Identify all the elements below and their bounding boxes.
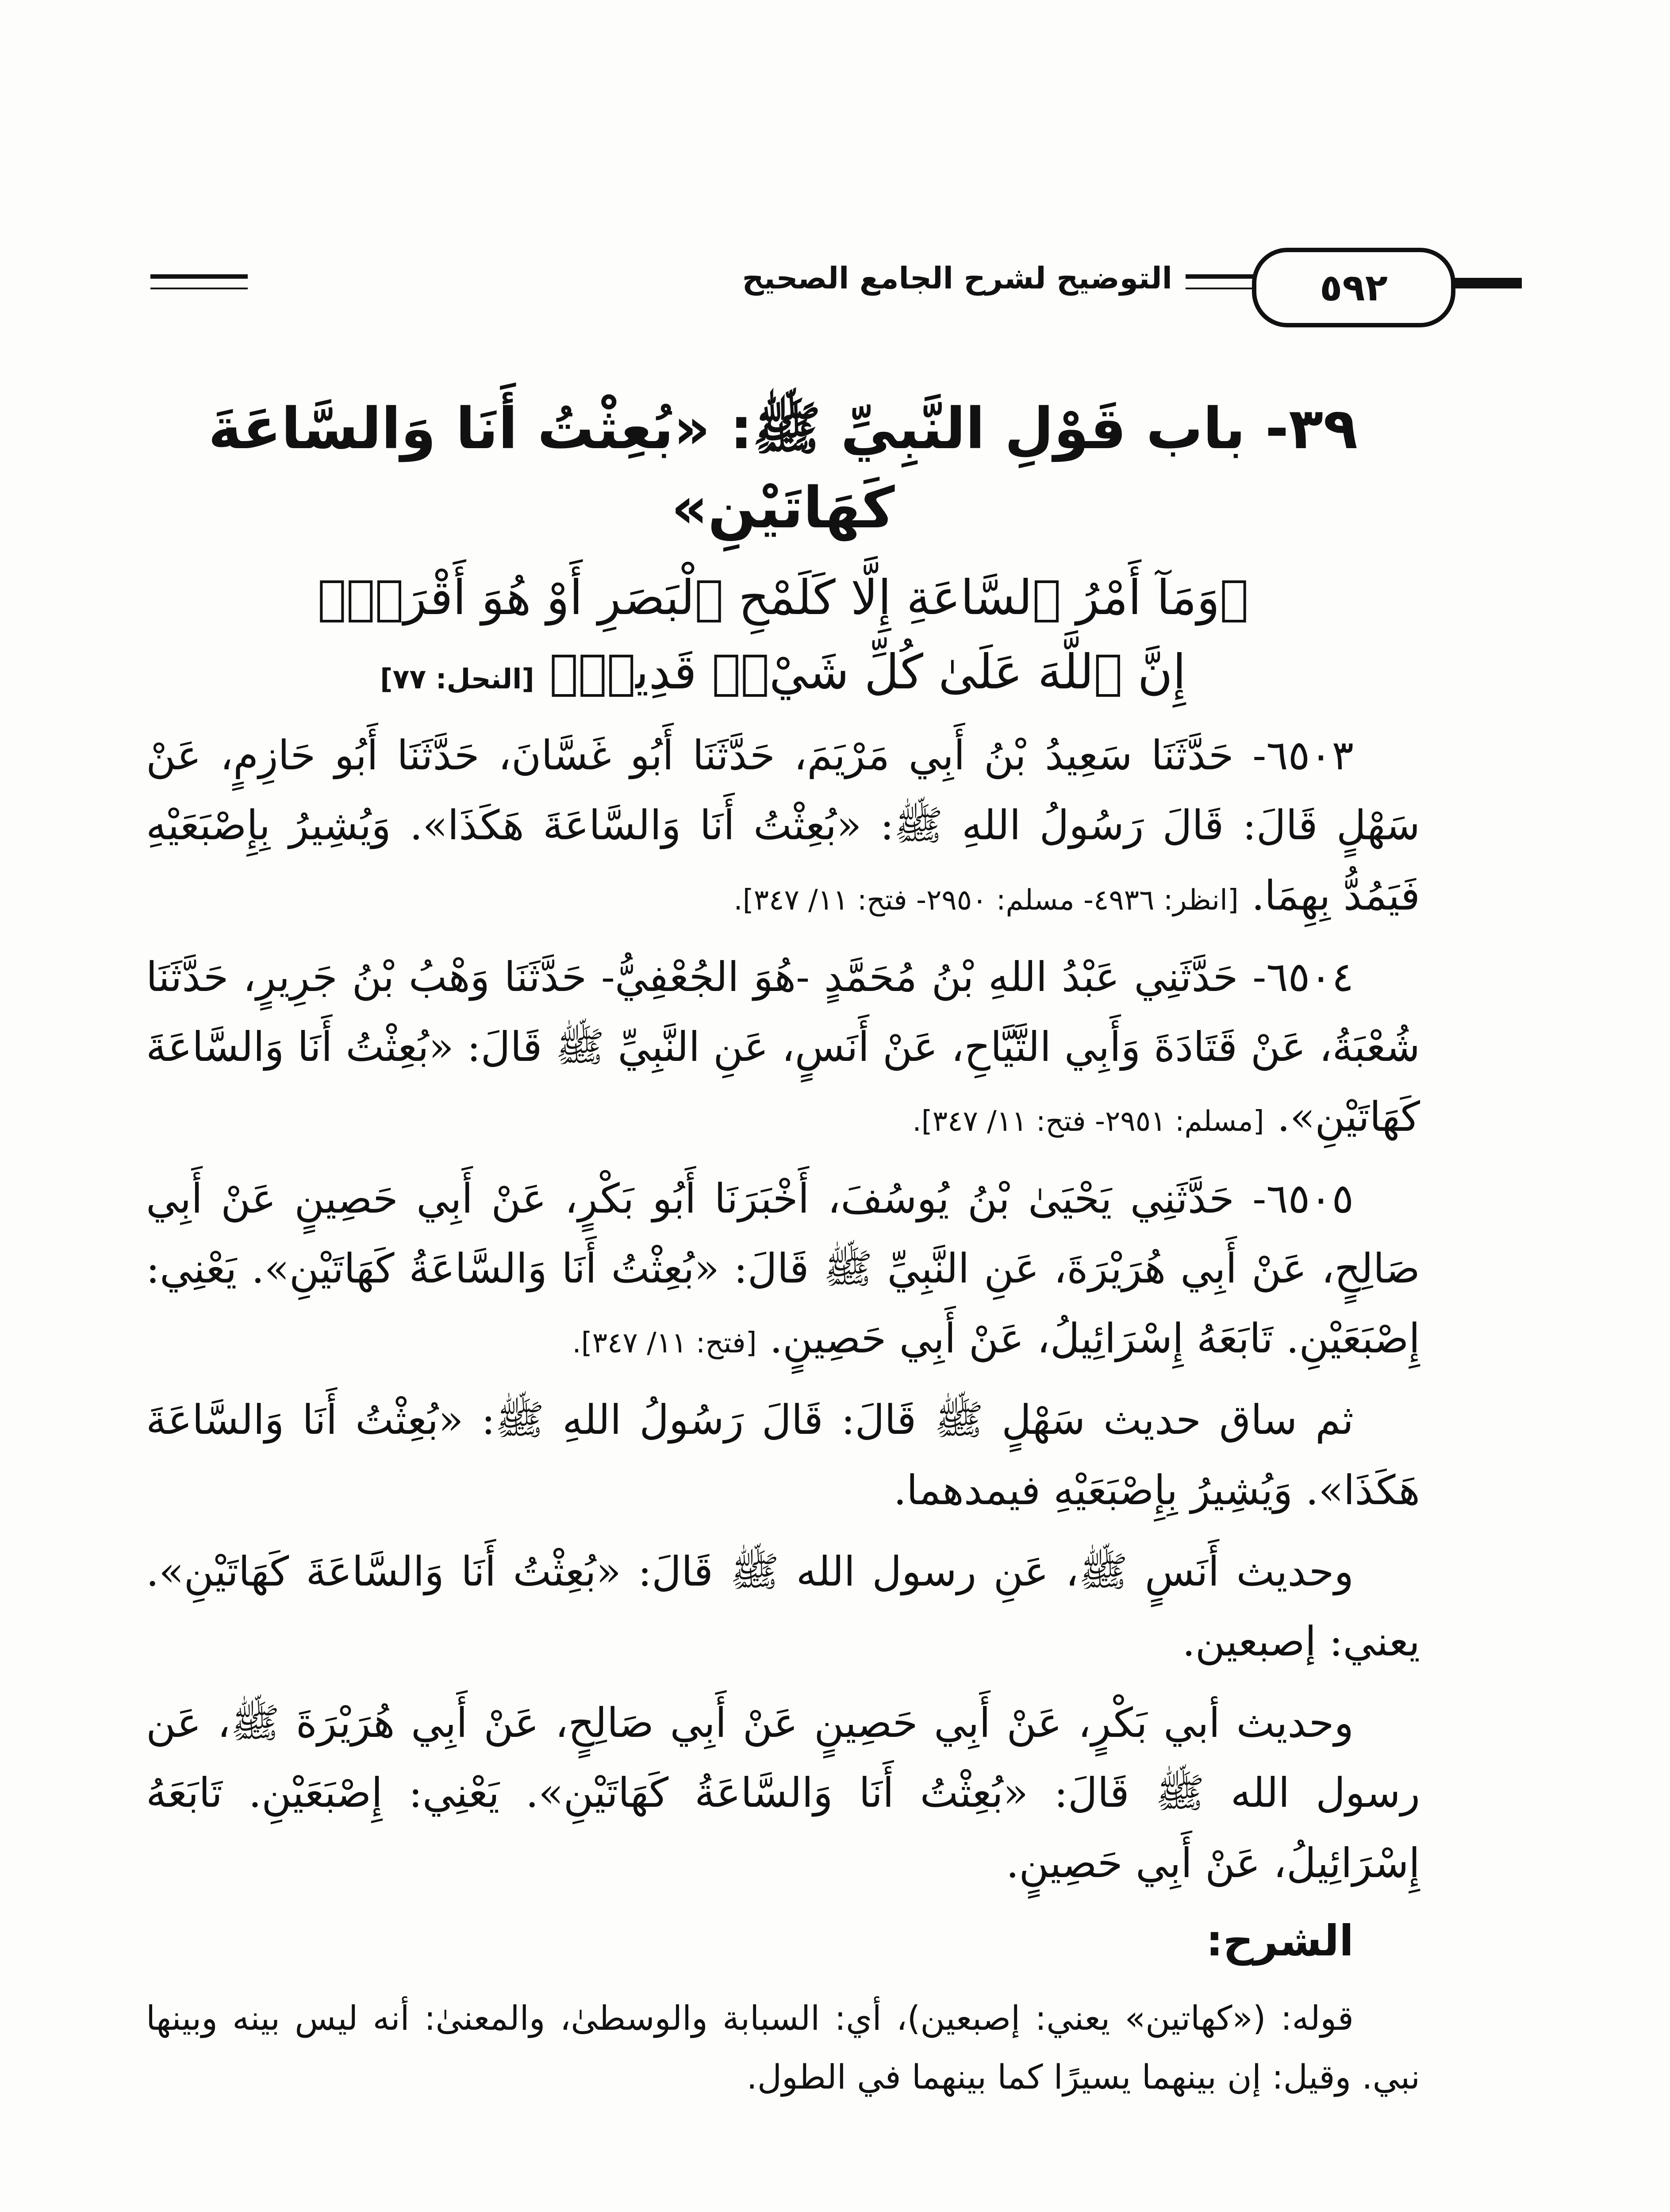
quran-verse-line-1: ﴿وَمَآ أَمْرُ ٱلسَّاعَةِ إِلَّا كَلَمْحِ ٱلْبَصَرِ أَوْ هُوَ أَقْرَبُۚ	[317, 570, 1249, 626]
chapter-heading: ٣٩- باب قَوْلِ النَّبِيِّ ﷺ: «بُعِثْتُ أَنَا وَالسَّاعَةَ كَهَاتَيْنِ»	[208, 396, 1358, 541]
hadith-6505	[146, 1164, 1420, 1374]
sharh-heading: الشرح:	[1206, 1916, 1354, 1966]
page-body	[146, 389, 1420, 2106]
hadith-text: ٦٥٠٥- حَدَّثَنِي يَحْيَىٰ بْنُ يُوسُفَ، أَخْبَرَنَا أَبُو بَكْرٍ، عَنْ أَبِي حَصِينٍ عَنْ أَبِي صَالِحٍ، عَنْ أَبِي هُرَيْرَةَ، عَنِ النَّبِيِّ ﷺ قَالَ: «بُعِثْتُ أَنَا وَالسَّاعَةُ كَهَاتَيْنِ». يَعْنِي: إِصْبَعَيْنِ. تَابَعَهُ إِسْرَائِيلُ، عَنْ أَبِي حَصِينٍ.	[146, 1175, 1420, 1363]
header-rule-left-top	[150, 274, 248, 279]
hadith-source: [انظر: ٤٩٣٦- مسلم: ٢٩٥٠- فتح: ١١/ ٣٤٧].	[733, 883, 1239, 917]
hadith-text: ٦٥٠٣- حَدَّثَنَا سَعِيدُ بْنُ أَبِي مَرْيَمَ، حَدَّثَنَا أَبُو غَسَّانَ، حَدَّثَنَا أَبُو حَازِمٍ، عَنْ سَهْلٍ قَالَ: قَالَ رَسُولُ اللهِ ﷺ: «بُعِثْتُ أَنَا وَالسَّاعَةَ هَكَذَا». وَيُشِيرُ بِإِصْبَعَيْهِ فَيَمُدُّ بِهِمَا.	[146, 732, 1420, 919]
hadith-source: [مسلم: ٢٩٥١- فتح: ١١/ ٣٤٧].	[912, 1105, 1264, 1138]
page-number: ٥٩٢	[1320, 266, 1388, 309]
quran-verse-line-2	[146, 635, 1420, 709]
commentary-paragraph: قوله: («كهاتين» يعني: إصبعين)، أي: السبابة والوسطىٰ، والمعنىٰ: أنه ليس بينه وبينها نبي. وقيل: إن بينهما يسيرًا كما بينهما في الطول.	[146, 1998, 1420, 2097]
header-rule-left-bottom	[150, 288, 248, 289]
quran-verse-text: إِنَّ ٱللَّهَ عَلَىٰ كُلِّ شَيْءٖ قَدِيرٞ﴾	[549, 644, 1186, 700]
summary-paragraph: ثم ساق حديث سَهْلٍ ﷺ قَالَ: قَالَ رَسُولُ اللهِ ﷺ: «بُعِثْتُ أَنَا وَالسَّاعَةَ هَكَذَا». وَيُشِيرُ بِإِصْبَعَيْهِ فيمدهما.	[146, 1396, 1420, 1514]
page-number-tail	[1451, 278, 1522, 288]
verse-reference: [النحل: ٧٧]	[380, 662, 534, 695]
page-number-badge	[1252, 248, 1455, 327]
hadith-source: [فتح: ١١/ ٣٤٧].	[572, 1327, 757, 1360]
hadith-text: ٦٥٠٤- حَدَّثَنِي عَبْدُ اللهِ بْنُ مُحَمَّدٍ -هُوَ الجُعْفِيُّ- حَدَّثَنَا وَهْبُ بْنُ جَرِيرٍ، حَدَّثَنَا شُعْبَةُ، عَنْ قَتَادَةَ وَأَبِي التَّيَّاحِ، عَنْ أَنَسٍ، عَنِ النَّبِيِّ ﷺ قَالَ: «بُعِثْتُ أَنَا وَالسَّاعَةَ كَهَاتَيْنِ».	[146, 953, 1420, 1141]
summary-paragraph: وحديث أَنَسٍ ﷺ، عَنِ رسول الله ﷺ قَالَ: «بُعِثْتُ أَنَا وَالسَّاعَةَ كَهَاتَيْنِ». يعني: إصبعين.	[146, 1548, 1420, 1665]
hadith-6504	[146, 942, 1420, 1152]
summary-paragraph: وحديث أبي بَكْرٍ، عَنْ أَبِي حَصِينٍ عَنْ أَبِي صَالِحٍ، عَنْ أَبِي هُرَيْرَةَ ﷺ، عَن رسول الله ﷺ قَالَ: «بُعِثْتُ أَنَا وَالسَّاعَةُ كَهَاتَيْنِ». يَعْنِي: إِصْبَعَيْنِ. تَابَعَهُ إِسْرَائِيلُ، عَنْ أَبِي حَصِينٍ.	[146, 1699, 1420, 1887]
page-header	[150, 248, 1522, 327]
running-title: التوضيح لشرح الجامع الصحيح	[729, 261, 1186, 296]
hadith-6503	[146, 721, 1420, 931]
